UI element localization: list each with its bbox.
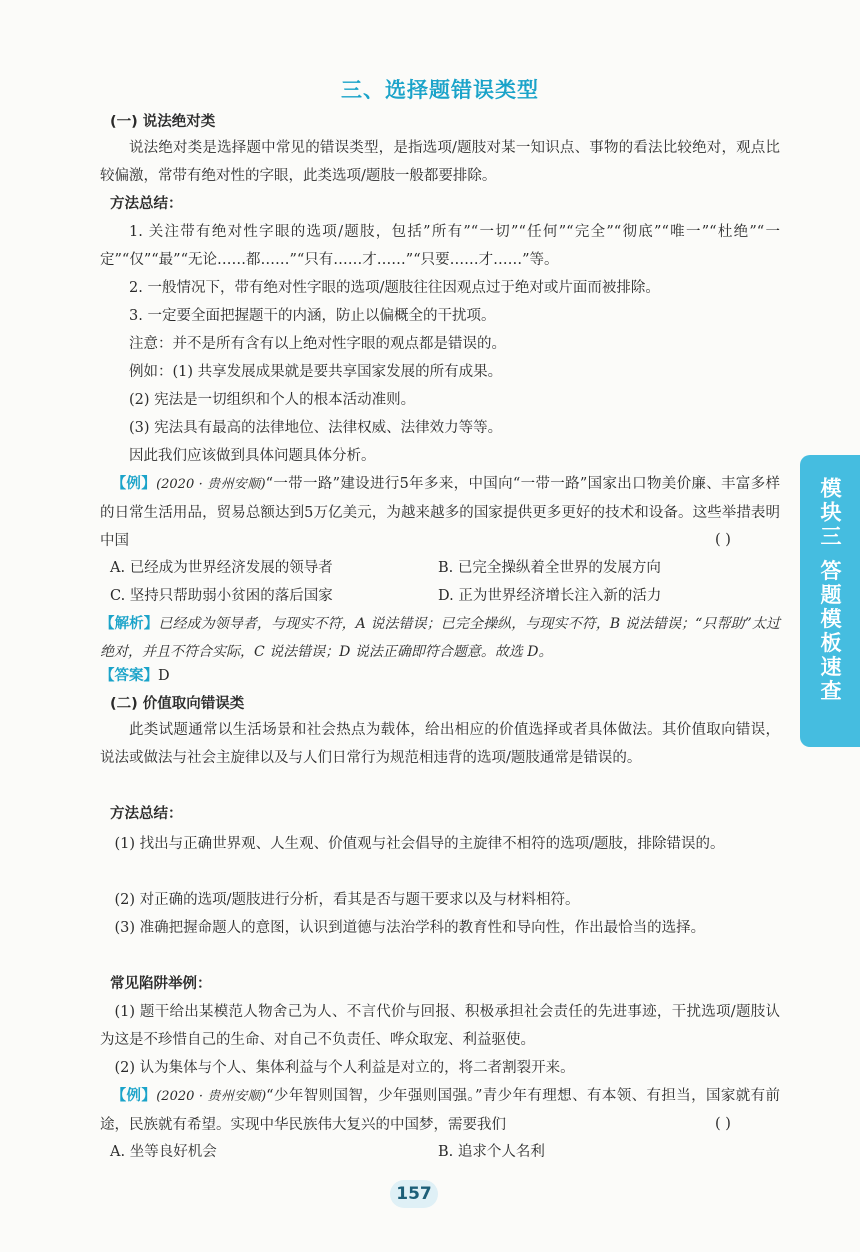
method2-item-3: (3) 准确把握命题人的意图，认识到道德与法治学科的教育性和导向性，作出最恰当的选择。 (114, 920, 706, 936)
page-number: 157 (390, 1180, 438, 1208)
method-label-1: 方法总结： (110, 196, 183, 212)
analysis-tag: 【解析】 (100, 616, 159, 632)
trap-item-2: (2) 认为集体与个人、集体利益与个人利益是对立的，将二者割裂开来。 (114, 1060, 575, 1076)
analysis-text: 已经成为领导者，与现实不符，A 说法错误；已完全操纵，与现实不符，B 说法错误；“只帮助”太过绝对，并且不符合实际，C 说法错误；D 说法正确即符合题意。故选 D。 (100, 616, 780, 660)
method2-item-1: (1) 找出与正确世界观、人生观、价值观与社会倡导的主旋律不相符的选项/题肢，排除错误的。 (114, 836, 725, 852)
example-body: “少年智则国智，少年强则国强。”青少年有理想、有本领、有担当，国家就有前途，民族就有希望。实现中华民族伟大复兴的中国梦，需要我们 (100, 1088, 780, 1133)
option-a: A. 已经成为世界经济发展的领导者 (110, 560, 333, 576)
answer-tag: 【答案】 (100, 668, 158, 684)
method-item-3: 3. 一定要全面把握题干的内涵，防止以偏概全的干扰项。 (129, 308, 496, 324)
option-b: B. 已完全操纵着全世界的发展方向 (438, 560, 661, 576)
example-source: (2020 · 贵州安顺) (156, 1089, 267, 1104)
side-tab-label: 模块三 答题模板速查 (818, 477, 842, 704)
option-b: B. 追求个人名利 (438, 1144, 545, 1160)
method-item-1: 1. 关注带有绝对性字眼的选项/题肢，包括”所有”“一切”“任何”“完全”“彻底”“唯一”“杜绝”“一定”“仅”“最”“无论……都……”“只有……才……”“只要……才……”等。 (100, 224, 780, 268)
option-d: D. 正为世界经济增长注入新的活力 (438, 588, 662, 604)
answer-value: D (158, 668, 170, 684)
analysis-paragraph (100, 610, 780, 666)
example-body: “一带一路”建设进行5年多来，中国向“一带一路”国家出口物美价廉、丰富多样的日常生活用品，贸易总额达到5万亿美元，为越来越多的国家提供更多更好的技术和设备。这些举措表明中国 (100, 476, 781, 549)
example-tag: 【例】 (111, 476, 157, 492)
method-item-2: 2. 一般情况下，带有绝对性字眼的选项/题肢往往因观点过于绝对或片面而被排除。 (129, 280, 660, 296)
module-side-tab (800, 455, 860, 747)
paragraph-intro-1: 说法绝对类是选择题中常见的错误类型，是指选项/题肢对某一知识点、事物的看法比较绝对，观点比较偏激，常带有绝对性的字眼，此类选项/题肢一般都要排除。 (100, 140, 780, 184)
section-title: 三、选择题错误类型 (341, 78, 539, 102)
note-text: 注意：并不是所有含有以上绝对性字眼的观点都是错误的。 (129, 336, 506, 352)
example-source: (2020 · 贵州安顺) (156, 477, 266, 492)
example-question-2 (100, 1082, 780, 1139)
answer-paren-1: ( ) (715, 532, 731, 548)
answer-paren-2: ( ) (715, 1116, 731, 1132)
example-line-1: 例如：(1) 共享发展成果就是要共享国家发展的所有成果。 (129, 364, 503, 380)
method-label-2: 方法总结： (110, 806, 183, 822)
answer-line (100, 662, 780, 690)
option-a: A. 坐等良好机会 (110, 1144, 217, 1160)
example-tag: 【例】 (111, 1088, 157, 1104)
method2-item-2: (2) 对正确的选项/题肢进行分析，看其是否与题干要求以及与材料相符。 (114, 892, 580, 908)
subsection-heading-absolute: (一) 说法绝对类 (110, 114, 216, 130)
paragraph-intro-2: 此类试题通常以生活场景和社会热点为载体，给出相应的价值选择或者具体做法。其价值取向错误，说法或做法与社会主旋律以及与人们日常行为规范相违背的选项/题肢通常是错误的。 (100, 722, 780, 766)
example-line-3: (3) 宪法具有最高的法律地位、法律权威、法律效力等等。 (129, 420, 503, 436)
option-c: C. 坚持只帮助弱小贫困的落后国家 (110, 588, 333, 604)
trap-item-1: (1) 题干给出某模范人物舍己为人、不言代价与回报、积极承担社会责任的先进事迹，干扰选项/题肢认为这是不珍惜自己的生命、对自己不负责任、哗众取宠、利益驱使。 (100, 1004, 780, 1048)
trap-label: 常见陷阱举例： (110, 976, 212, 992)
example-line-2: (2) 宪法是一切组织和个人的根本活动准则。 (129, 392, 416, 408)
example-question-1 (100, 470, 780, 555)
conclusion-text: 因此我们应该做到具体问题具体分析。 (129, 448, 376, 464)
subsection-heading-value: (二) 价值取向错误类 (110, 696, 245, 712)
